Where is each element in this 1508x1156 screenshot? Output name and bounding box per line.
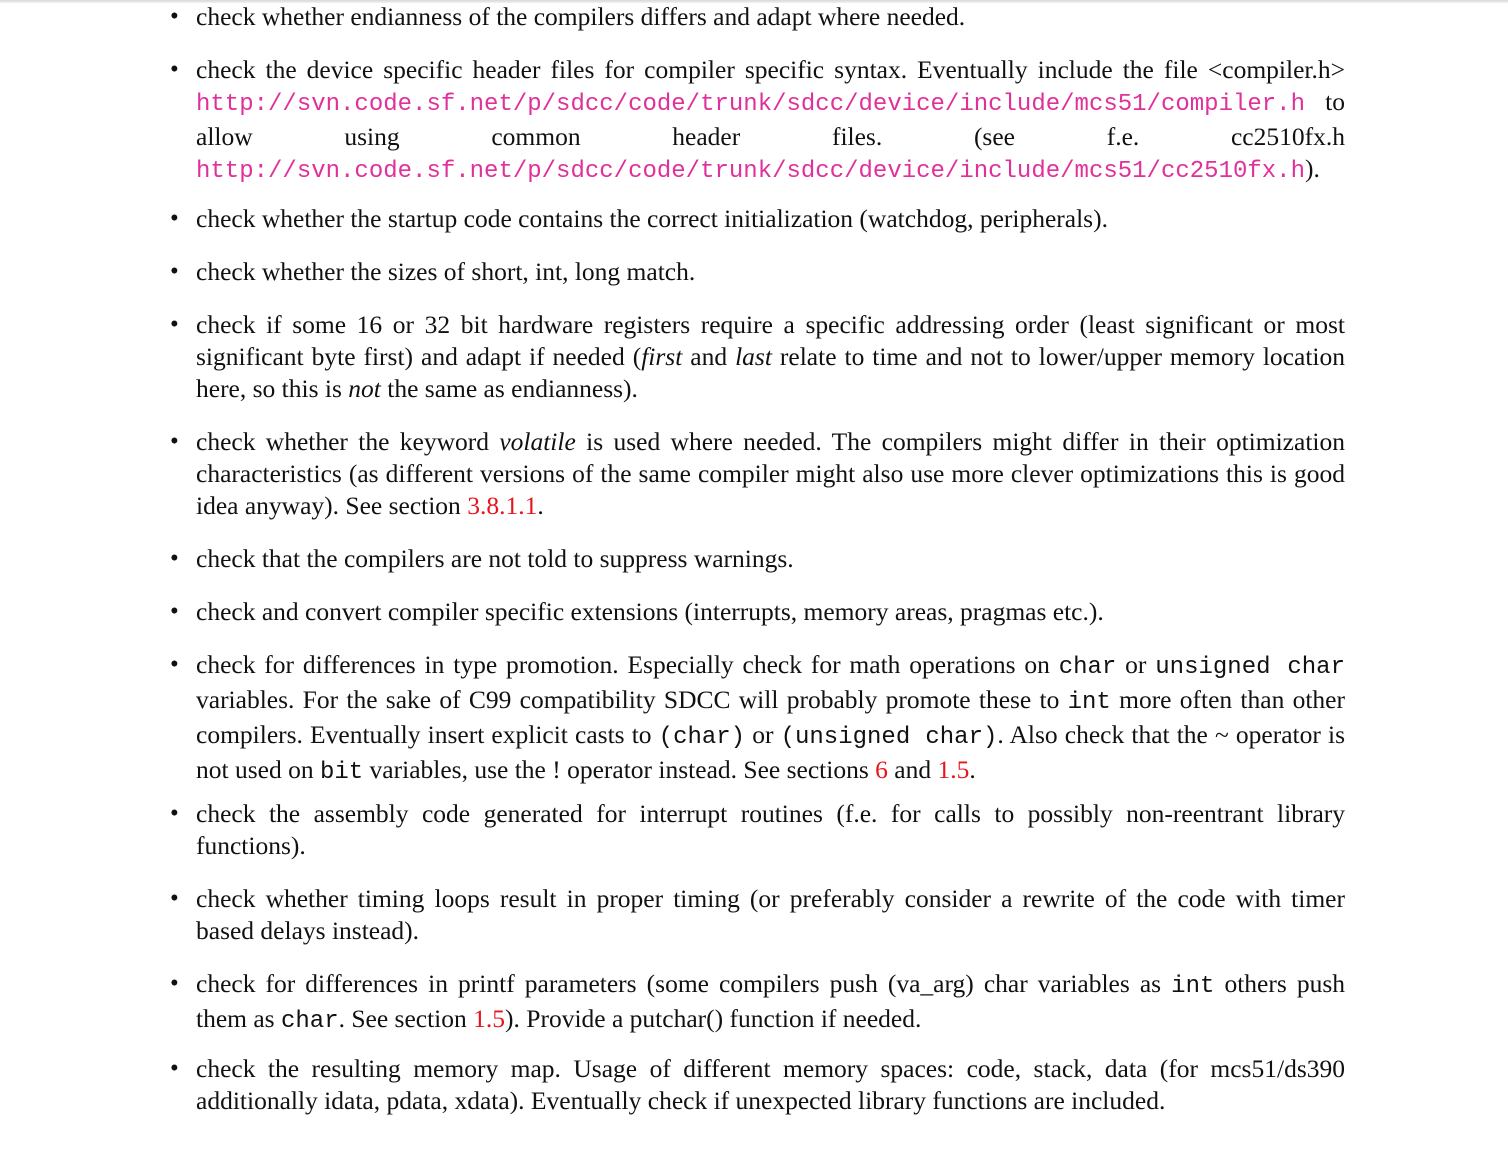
emphasis-last: last [735,342,772,371]
list-item-text: variables. For the sake of C99 compatibility SDCC will probably promote these to [196,685,1068,714]
list-item-text: . Also check that the ~ operator is not used on [196,720,1345,784]
list-item-endianness [196,1,1345,33]
list-item-text: check whether timing loops result in proper timing (or preferably consider a rewrite of the code with timer based delays instead). [196,884,1345,945]
list-item-text: . [537,491,544,520]
cc2510fx-h-link[interactable]: http://svn.code.sf.net/p/sdcc/code/trunk/sdcc/device/include/mcs51/cc2510fx.h [196,158,1305,185]
list-item-text: check whether the startup code contains the correct initialization (watchdog, peripherals). [196,204,1108,233]
emphasis-not: not [348,374,381,403]
code-unsigned-char-cast: (unsigned char) [780,724,998,751]
list-item-text: ). [1304,154,1320,183]
list-item-extensions [196,596,1345,628]
code-int: int [1171,973,1215,1000]
list-item-text: check the assembly code generated for interrupt routines (f.e. for calls to possibly non-reentrant library functions). [196,799,1345,860]
list-item-text: relate to time and not to lower/upper memory location here, so this is [196,342,1345,403]
list-item-text: check whether the keyword [196,427,500,456]
list-item-type-promotion [196,649,1345,789]
list-item-interrupt-routines [196,798,1345,862]
section-ref-link[interactable]: 1.5 [473,1004,506,1033]
list-item-text: variables, use the ! operator instead. See sections [363,755,876,784]
list-item-text: check the resulting memory map. Usage of different memory spaces: code, stack, data (for mcs51/ds390 additionally idata, pdata, xdata). Eventually check if unexpected library functions are included. [196,1054,1345,1115]
list-item-text: and [682,342,736,371]
list-item-text: check the device specific header files for compiler specific syntax. Eventually include the file <compiler.h> [196,55,1345,84]
list-item-text: . [969,755,976,784]
list-item-text: ). Provide a putchar() function if needed. [505,1004,922,1033]
code-int: int [1067,689,1111,716]
list-item-header-files [196,54,1345,188]
section-ref-link[interactable]: 3.8.1.1 [467,491,538,520]
list-item-text: check for differences in printf parameters (some compilers push (va_arg) char variables as [196,969,1172,998]
list-item-text: more often than other compilers. Eventually insert explicit casts to [196,685,1345,749]
list-item-volatile [196,426,1345,522]
list-item-printf [196,968,1345,1038]
code-char-cast: (char) [658,724,746,751]
list-item-text: to allow using common header files. (see f.e. cc2510fx.h [196,87,1345,151]
list-item-timing-loops [196,883,1345,947]
list-item-text: check if some 16 or 32 bit hardware registers require a specific addressing order (least significant or most significant byte first) and adapt if needed ( [196,310,1345,371]
code-bit: bit [319,759,364,786]
list-item-text: . See section [338,1004,474,1033]
list-item-text: check for differences in type promotion. Especially check for math operations on [196,650,1059,679]
list-item-memory-map [196,1053,1345,1117]
list-item-type-sizes [196,256,1345,288]
list-item-text: check whether the sizes of short, int, long match. [196,257,696,286]
list-item-text: the same as endianness). [380,374,638,403]
section-ref-link[interactable]: 1.5 [937,755,970,784]
emphasis-volatile: volatile [499,427,576,456]
list-item-startup-code [196,203,1345,235]
list-item-text: others push them as [196,969,1345,1033]
code-char: char [280,1008,339,1035]
code-unsigned-char: unsigned char [1155,654,1345,681]
list-item-text: or [745,720,781,749]
compiler-h-link[interactable]: http://svn.code.sf.net/p/sdcc/code/trunk/sdcc/device/include/mcs51/compiler.h [196,91,1305,118]
list-item-text: is used where needed. The compilers might differ in their optimization characteristics (as different versions of the same compiler might also use more clever optimizations this is good idea anyway). See section [196,427,1345,520]
list-item-warnings [196,543,1345,575]
list-item-register-order [196,309,1345,405]
list-item-text: and [887,755,938,784]
list-item-text: or [1116,650,1156,679]
emphasis-first: first [641,342,683,371]
code-char: char [1058,654,1117,681]
list-item-text: check and convert compiler specific extensions (interrupts, memory areas, pragmas etc.). [196,597,1104,626]
list-item-text: check that the compilers are not told to suppress warnings. [196,544,794,573]
list-item-text: check whether endianness of the compilers differs and adapt where needed. [196,2,966,31]
section-ref-link[interactable]: 6 [875,755,888,784]
